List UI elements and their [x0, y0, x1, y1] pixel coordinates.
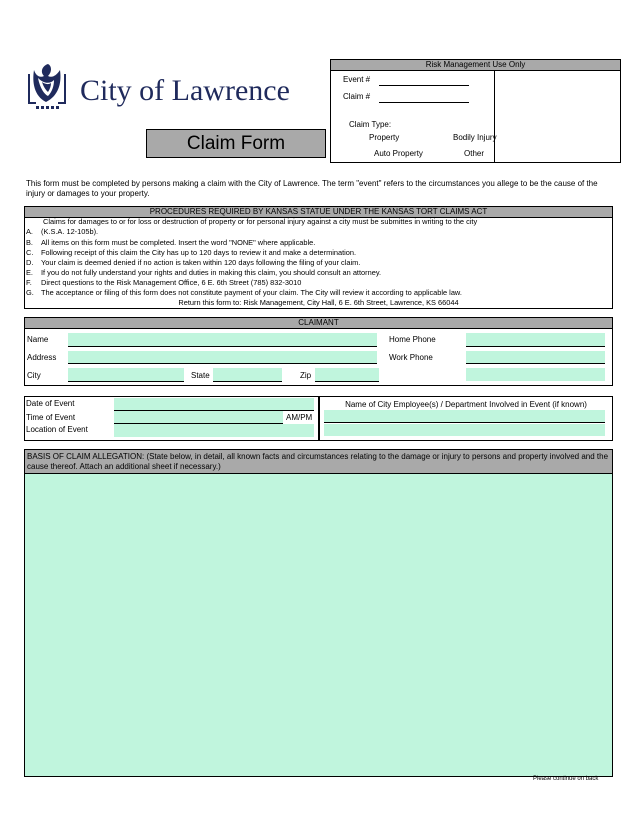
- work-phone-label: Work Phone: [389, 353, 433, 362]
- form-title-box: [146, 129, 326, 158]
- date-of-event-field[interactable]: [114, 398, 314, 411]
- state-field[interactable]: [213, 368, 282, 382]
- claim-type-property[interactable]: Property: [369, 133, 400, 142]
- procedure-item-e: If you do not fully understand your rights and duties in making this claim, you should consult an attorney.: [41, 268, 382, 277]
- city-label: City: [27, 371, 41, 380]
- event-number-field[interactable]: [379, 83, 469, 86]
- risk-divider: [494, 70, 495, 162]
- time-of-event-field[interactable]: [114, 411, 283, 424]
- procedure-letter-g: G.: [26, 288, 34, 297]
- ampm-label[interactable]: AM/PM: [286, 413, 313, 422]
- procedure-letter-e: E.: [26, 268, 33, 277]
- risk-management-title: Risk Management Use Only: [331, 60, 620, 71]
- basis-of-claim-box: [24, 449, 613, 777]
- city-employee-box: [319, 396, 613, 441]
- claim-type-bodily-injury[interactable]: Bodily Injury: [453, 133, 497, 142]
- procedure-item-g: The acceptance or filing of this form does not constitute payment of your claim. The City will review it according to applicable law.: [41, 288, 462, 297]
- claimant-title: CLAIMANT: [25, 318, 612, 329]
- basis-of-claim-title: BASIS OF CLAIM ALLEGATION: (State below, in detail, all known facts and circumstances relating to the damage or injury to persons and property involved and the cause thereof. Attach an additional sheet if necessary.): [25, 450, 612, 474]
- procedure-item-c: Following receipt of this claim the City has up to 120 days to review it and make a determination.: [41, 248, 357, 257]
- city-employee-label: Name of City Employee(s) / Department Involved in Event (if known): [345, 400, 587, 409]
- city-employee-field-2[interactable]: [324, 424, 605, 436]
- procedure-letter-a: A.: [26, 227, 33, 236]
- procedure-item-a-line1: Claims for damages to or for loss or destruction of property or for personal injury against a city must be submittes in writing to the city: [43, 217, 478, 226]
- procedure-item-d: Your claim is deemed denied if no action is taken within 120 days following the filing of your claim.: [41, 258, 361, 267]
- zip-label: Zip: [300, 371, 312, 380]
- return-address: Return this form to: Risk Management, City Hall, 6 E. 6th Street, Lawrence, KS 66044: [178, 298, 459, 307]
- home-phone-field[interactable]: [466, 333, 605, 347]
- claim-type-label: Claim Type:: [349, 120, 392, 129]
- claimant-box: [24, 317, 613, 386]
- procedures-title: PROCEDURES REQUIRED BY KANSAS STATUE UNDER THE KANSAS TORT CLAIMS ACT: [25, 207, 612, 218]
- procedure-letter-c: C.: [26, 248, 34, 257]
- city-field[interactable]: [68, 368, 184, 382]
- procedures-box: [24, 206, 613, 309]
- work-phone-field[interactable]: [466, 351, 605, 364]
- event-details-box: [24, 396, 319, 441]
- extra-phone-field[interactable]: [466, 368, 605, 381]
- name-label: Name: [27, 335, 49, 344]
- procedure-item-b: All items on this form must be completed. Insert the word "NONE" where applicable.: [41, 238, 316, 247]
- basis-of-claim-textarea[interactable]: [25, 474, 612, 776]
- procedure-item-f: Direct questions to the Risk Management Office, 6 E. 6th Street (785) 832-3010: [41, 278, 302, 287]
- city-seal-icon: [26, 62, 70, 116]
- claim-type-auto-property[interactable]: Auto Property: [374, 149, 423, 158]
- procedure-letter-b: B.: [26, 238, 33, 247]
- intro-paragraph: This form must be completed by persons making a claim with the City of Lawrence. The term "event" refers to the circumstances you allege to be the cause of the injury or damages to your property.: [26, 179, 598, 198]
- procedure-item-a-line2: (K.S.A. 12-105b).: [41, 227, 99, 236]
- city-employee-field-1[interactable]: [324, 410, 605, 423]
- claim-number-label: Claim #: [343, 92, 371, 101]
- risk-management-box: [330, 59, 621, 163]
- time-of-event-label: Time of Event: [26, 413, 76, 422]
- procedure-letter-d: D.: [26, 258, 34, 267]
- city-logo: [26, 62, 331, 116]
- state-label: State: [191, 371, 210, 380]
- continue-note: Please continue on back: [533, 776, 599, 782]
- location-of-event-field[interactable]: [114, 424, 314, 437]
- address-label: Address: [27, 353, 57, 362]
- claim-number-field[interactable]: [379, 100, 469, 103]
- procedure-letter-f: F.: [26, 278, 32, 287]
- zip-field[interactable]: [315, 368, 379, 382]
- logo-text: City of Lawrence: [80, 74, 290, 107]
- location-of-event-label: Location of Event: [26, 425, 88, 434]
- name-field[interactable]: [68, 333, 377, 347]
- claim-type-other[interactable]: Other: [464, 149, 485, 158]
- date-of-event-label: Date of Event: [26, 399, 75, 408]
- home-phone-label: Home Phone: [389, 335, 436, 344]
- form-title: Claim Form: [186, 133, 286, 154]
- event-number-label: Event #: [343, 75, 371, 84]
- address-field[interactable]: [68, 351, 377, 364]
